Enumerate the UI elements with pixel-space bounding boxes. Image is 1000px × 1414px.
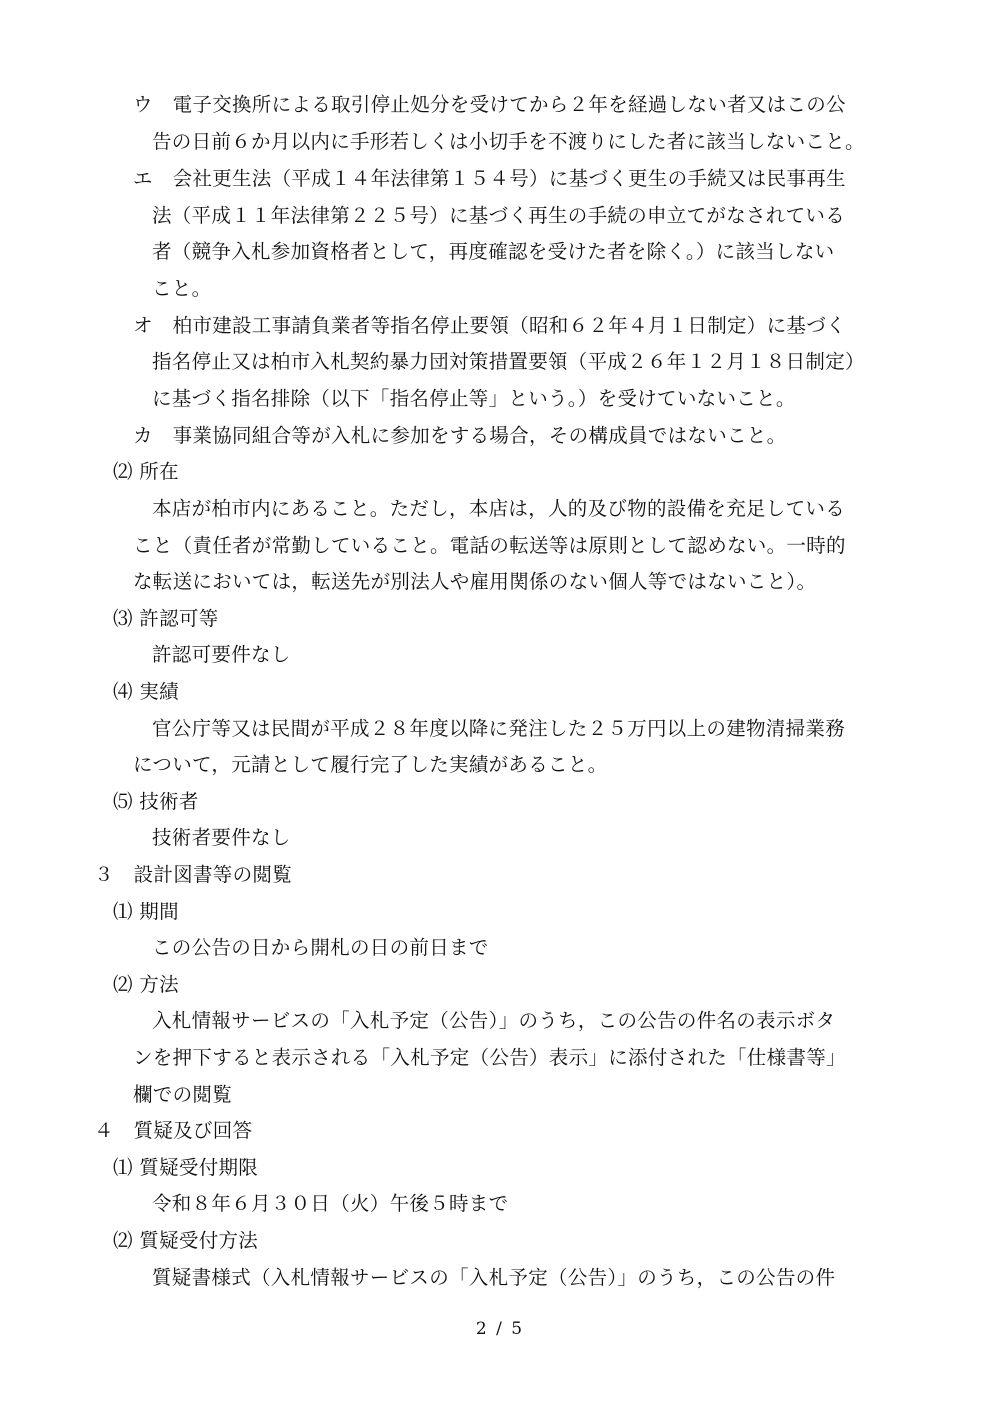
deadline-line-1: 令和８年６月３０日（火）午後５時まで [152,1192,509,1215]
heading-2-q-method: ⑵ 質疑受付方法 [113,1229,259,1252]
item-ka-line-1: カ 事業協同組合等が入札に参加をする場合，その構成員ではないこと。 [133,424,787,447]
item-o-line-1: オ 柏市建設工事請負業者等指名停止要領（昭和６２年４月１日制定）に基づく [133,314,846,337]
item-u-line-1: ウ 電子交換所による取引停止処分を受けてから２年を経過しない者又はこの公 [133,93,846,116]
method-line-1: 入札情報サービスの「入札予定（公告）」のうち，この公告の件名の表示ボタ [152,1009,836,1032]
location-line-3: な転送においては，転送先が別法人や雇用関係のない個人等ではないこと）。 [133,570,817,593]
engineer-line-1: 技術者要件なし [152,826,291,849]
item-o-line-3: に基づく指名排除（以下「指名停止等」という。）を受けていないこと。 [152,387,796,410]
heading-2-location: ⑵ 所在 [113,460,179,483]
section-3-heading: ３ 設計図書等の閲覧 [94,863,293,886]
heading-1-period: ⑴ 期間 [113,900,179,923]
page-number: 2 / 5 [475,1319,525,1339]
item-e-line-2: 法（平成１１年法律第２２５号）に基づく再生の手続の申立てがなされている [152,204,846,227]
heading-1-deadline: ⑴ 質疑受付期限 [113,1156,259,1179]
permits-line-1: 許認可要件なし [152,643,291,666]
item-e-line-4: こと。 [152,277,212,300]
method-line-2: ンを押下すると表示される「入札予定（公告）表示」に添付された「仕様書等」 [133,1046,846,1069]
heading-2-method: ⑵ 方法 [113,973,179,996]
item-e-line-1: エ 会社更生法（平成１４年法律第１５４号）に基づく更生の手続又は民事再生 [133,167,846,190]
item-e-line-3: 者（競争入札参加資格者として，再度確認を受けた者を除く。）に該当しない [152,240,835,263]
section-4-heading: ４ 質疑及び回答 [94,1119,253,1142]
location-line-2: こと（責任者が常勤していること。電話の転送等は原則として認めない。一時的 [133,534,846,557]
q-method-line-1: 質疑書様式（入札情報サービスの「入札予定（公告）」のうち，この公告の件 [152,1266,836,1289]
heading-4-results: ⑷ 実績 [113,680,179,703]
method-line-3: 欄での閲覧 [133,1083,233,1106]
item-o-line-2: 指名停止又は柏市入札契約暴力団対策措置要領（平成２６年１２月１８日制定） [152,350,865,373]
heading-3-permits: ⑶ 許認可等 [113,607,219,630]
results-line-1: 官公庁等又は民間が平成２８年度以降に発注した２５万円以上の建物清掃業務 [152,717,845,740]
period-line-1: この公告の日から開札の日の前日まで [152,936,489,959]
item-u-line-2: 告の日前６か月以内に手形若しくは小切手を不渡りにした者に該当しないこと。 [152,130,865,153]
heading-5-engineer: ⑸ 技術者 [113,790,199,813]
results-line-2: について，元請として履行完了した実績があること。 [133,753,608,776]
location-line-1: 本店が柏市内にあること。ただし，本店は，人的及び物的設備を充足している [152,497,846,520]
